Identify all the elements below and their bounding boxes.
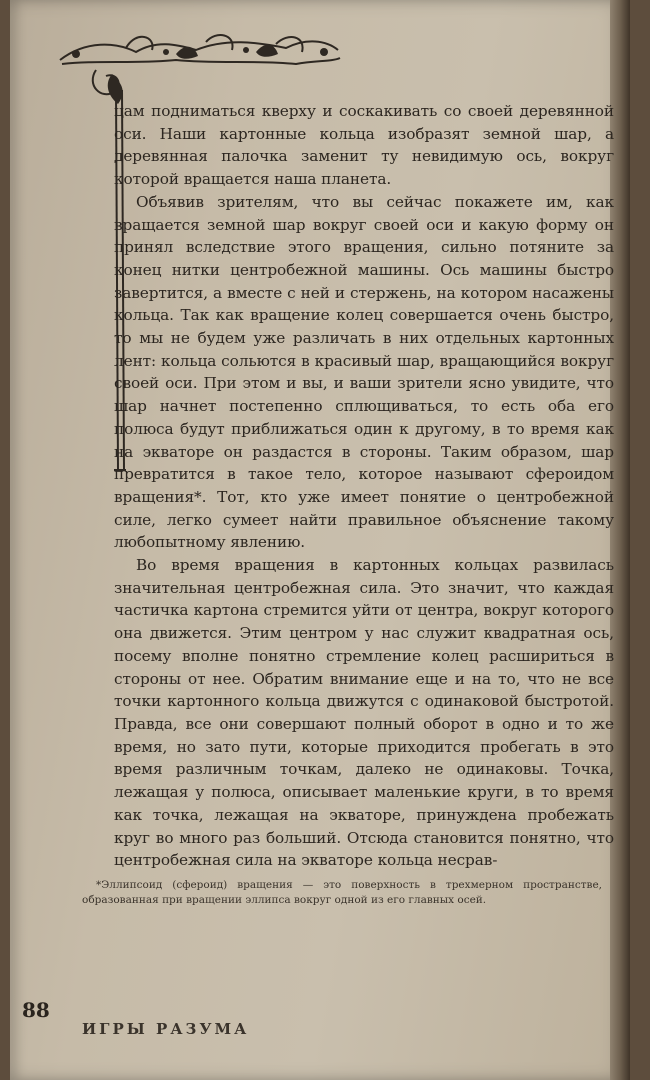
paragraph-3: Во время вращения в картонных кольцах развилась значительная центробежная сила. Это значит, что каждая частичка картона стремится уйти от центра, вокруг которого она движется. Этим центром у нас служит квадратная ось, посему вполне понятно стремление колец расшириться в стороны от нее. Обратим внимание еще и на то, что не все точки картонного кольца движутся с одинаковой быстротой. Правда, все они совершают полный оборот в одно и то же время, но зато пути, которые приходится пробегать в это время различным точкам, далеко не одинаковы. Точка, лежащая у полюса, описывает маленькие круги, в то время как точка, лежащая на экваторе, принуждена пробежать круг во много раз больший. Отсюда становится понятно, что центробежная сила на экваторе кольца несрав- [114, 556, 614, 870]
footnote-text: *Эллипсоид (сфероид) вращения — это поверхность в трехмерном пространстве, образованная при вращении эллипса вокруг одной из его главных осей. [82, 879, 602, 906]
paragraph-2: Объявив зрителям, что вы сейчас покажете им, как вращается земной шар вокруг своей оси и какую форму он принял вследствие этого вращения, сильно потяните за конец нитки центробежной машины. Ось машины быстро завертится, а вместе с ней и стержень, на котором насажены кольца. Так как вращение колец совершается очень быстро, то мы не будем уже различать в них отдельных картонных лент: кольца сольются в красивый шар, вращающийся вокруг своей оси. При этом и вы, и ваши зрители ясно увидите, что шар начнет постепенно сплющиваться, то есть оба его полюса будут приближаться один к другому, в то время как на экваторе он раздастся в стороны. Таким образом, шар превратится в такое тело, которое называют сфероидом вращения*. Тот, кто уже имеет понятие о центробежной силе, легко сумеет найти правильное объяснение такому любопытному явлению. [114, 192, 614, 552]
paragraph-1: цам подниматься кверху и соскакивать со своей деревянной оси. Наши картонные кольца изобразят земной шар, а деревянная палочка заменит ту невидимую ось, вокруг которой вращается наша планета. [114, 102, 614, 189]
running-title: ИГРЫ РАЗУМА [82, 1020, 250, 1038]
body-text [114, 100, 614, 872]
book-page [10, 0, 630, 1080]
page-number: 88 [22, 998, 50, 1022]
footnote [82, 878, 602, 908]
